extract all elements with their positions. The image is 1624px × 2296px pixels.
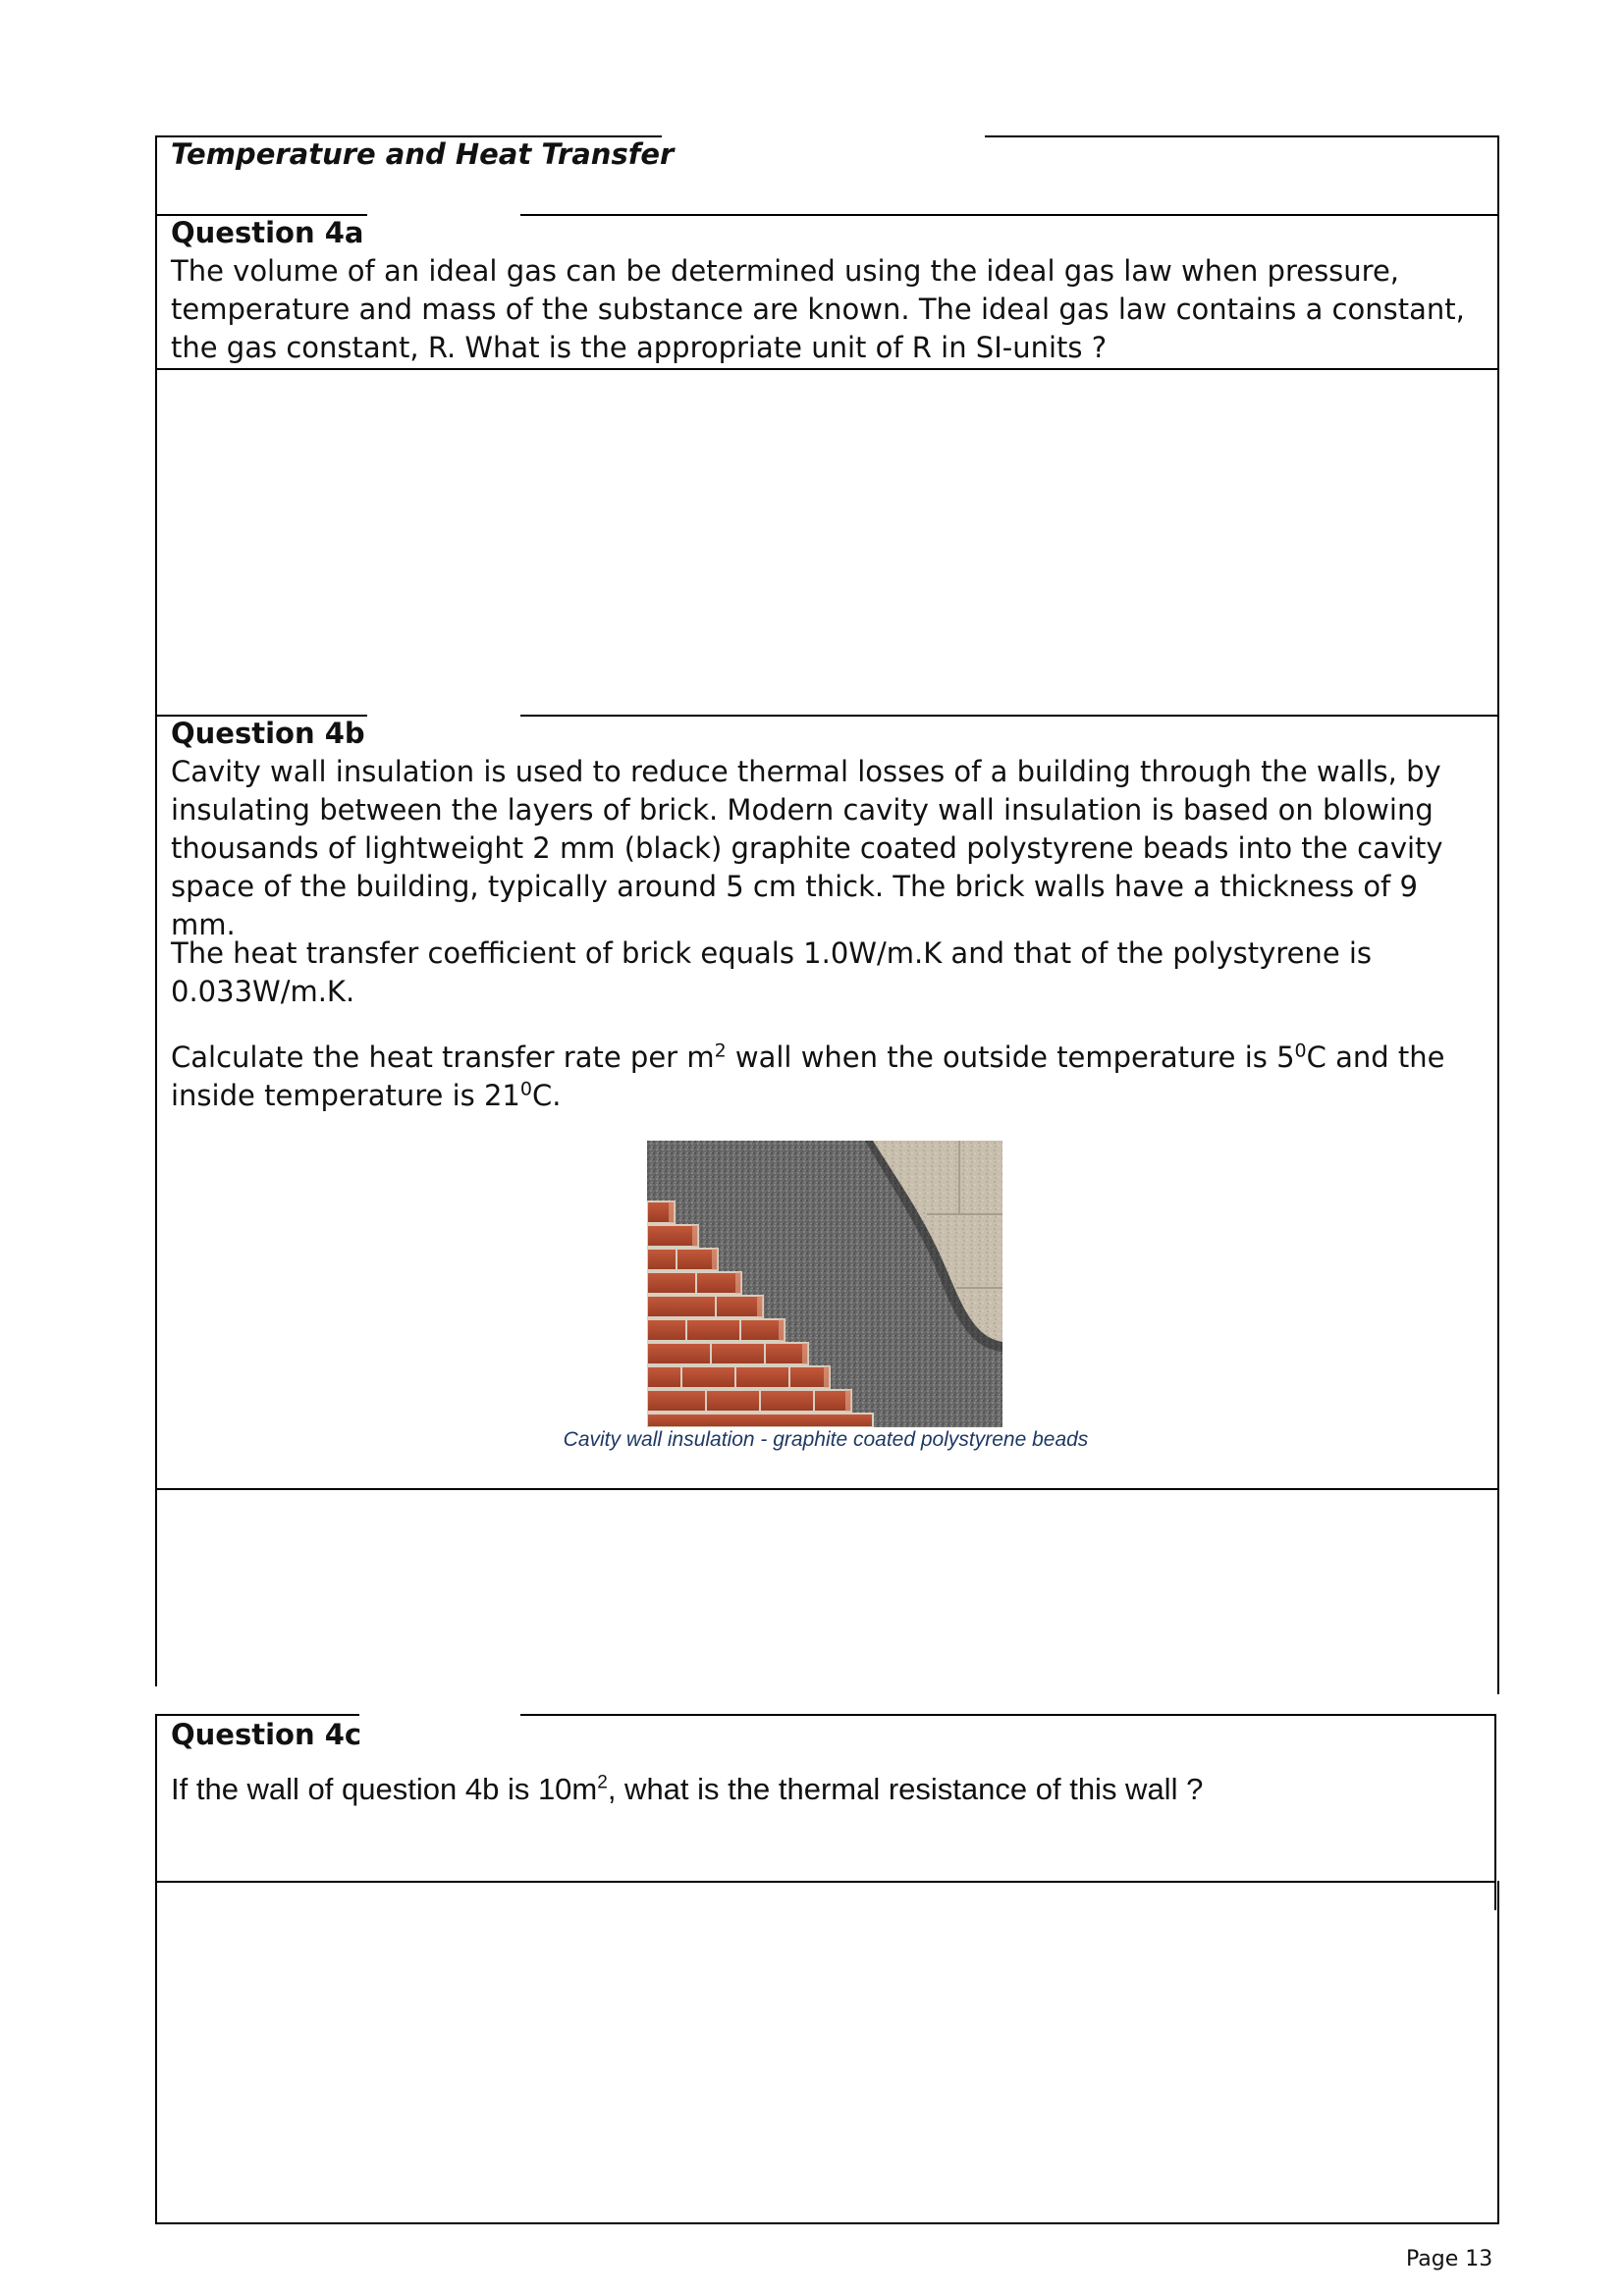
q4b-para3-part-d: C. [531, 1079, 562, 1112]
cavity-wall-photo [647, 1141, 1002, 1427]
frame-right-3 [1497, 1881, 1499, 2224]
q4a-answer-area[interactable] [159, 372, 1495, 713]
q4b-heading: Question 4b [171, 717, 365, 750]
q4c-answer-area[interactable] [159, 1885, 1495, 2220]
q4c-answer-top [155, 1881, 1496, 1883]
q4a-text: The volume of an ideal gas can be determined using the ideal gas law when pressure, temperature and mass of the substance are known. The ideal gas law contains a constant, the gas constant, R. What is the appropriate unit of R in SI-units ? [171, 254, 1465, 364]
q4b-para3 [171, 1039, 1487, 1115]
q4c-text-part-a: If the wall of question 4b is 10m [171, 1772, 598, 1806]
section-title: Temperature and Heat Transfer [171, 137, 675, 171]
q4c-text-part-b: , what is the thermal resistance of this wall ? [607, 1772, 1204, 1806]
q4b-answer-area[interactable] [159, 1492, 1495, 1688]
q4c-text-sup: 2 [597, 1772, 608, 1793]
q4b-para3-part-b: wall when the outside temperature is 5 [726, 1041, 1295, 1074]
q4c-text [171, 1770, 1203, 1808]
q4b-para3-sup2: 0 [1294, 1040, 1307, 1062]
q4b-top-right [520, 715, 1499, 717]
photo-caption: Cavity wall insulation - graphite coated polystyrene beads [563, 1428, 1089, 1451]
q4b-para3-sup3: 0 [519, 1078, 532, 1100]
q4b-para3-part-a: Calculate the heat transfer rate per m [171, 1041, 715, 1074]
frame-left-2 [155, 1714, 157, 2224]
q4b-answer-top [155, 1488, 1499, 1490]
q4c-top-right [520, 1714, 1496, 1716]
q4c-heading: Question 4c [171, 1718, 362, 1751]
q4a-top-right [520, 214, 1499, 216]
q4b-para3-part-c: C and the inside temperature is 21 [171, 1041, 1445, 1112]
title-box-top-right [985, 135, 1499, 137]
frame-bottom [155, 2222, 1499, 2224]
q4b-para1: Cavity wall insulation is used to reduce thermal losses of a building through the walls, by insulating between the layers of brick. Modern cavity wall insulation is based on blowing thousands of lightweight 2 mm (black) graphite coated polystyrene beads into the cavity space of the building, typically around 5 cm thick. The brick walls have a thickness of 9 mm. [171, 755, 1443, 941]
q4b-para3-sup1: 2 [714, 1040, 727, 1062]
page-number: Page 13 [1406, 2247, 1493, 2271]
q4a-answer-top [155, 368, 1499, 370]
q4a-heading: Question 4a [171, 216, 364, 249]
q4b-para2: The heat transfer coefficient of brick equals 1.0W/m.K and that of the polystyrene is 0.033W/m.K. [171, 936, 1373, 1008]
